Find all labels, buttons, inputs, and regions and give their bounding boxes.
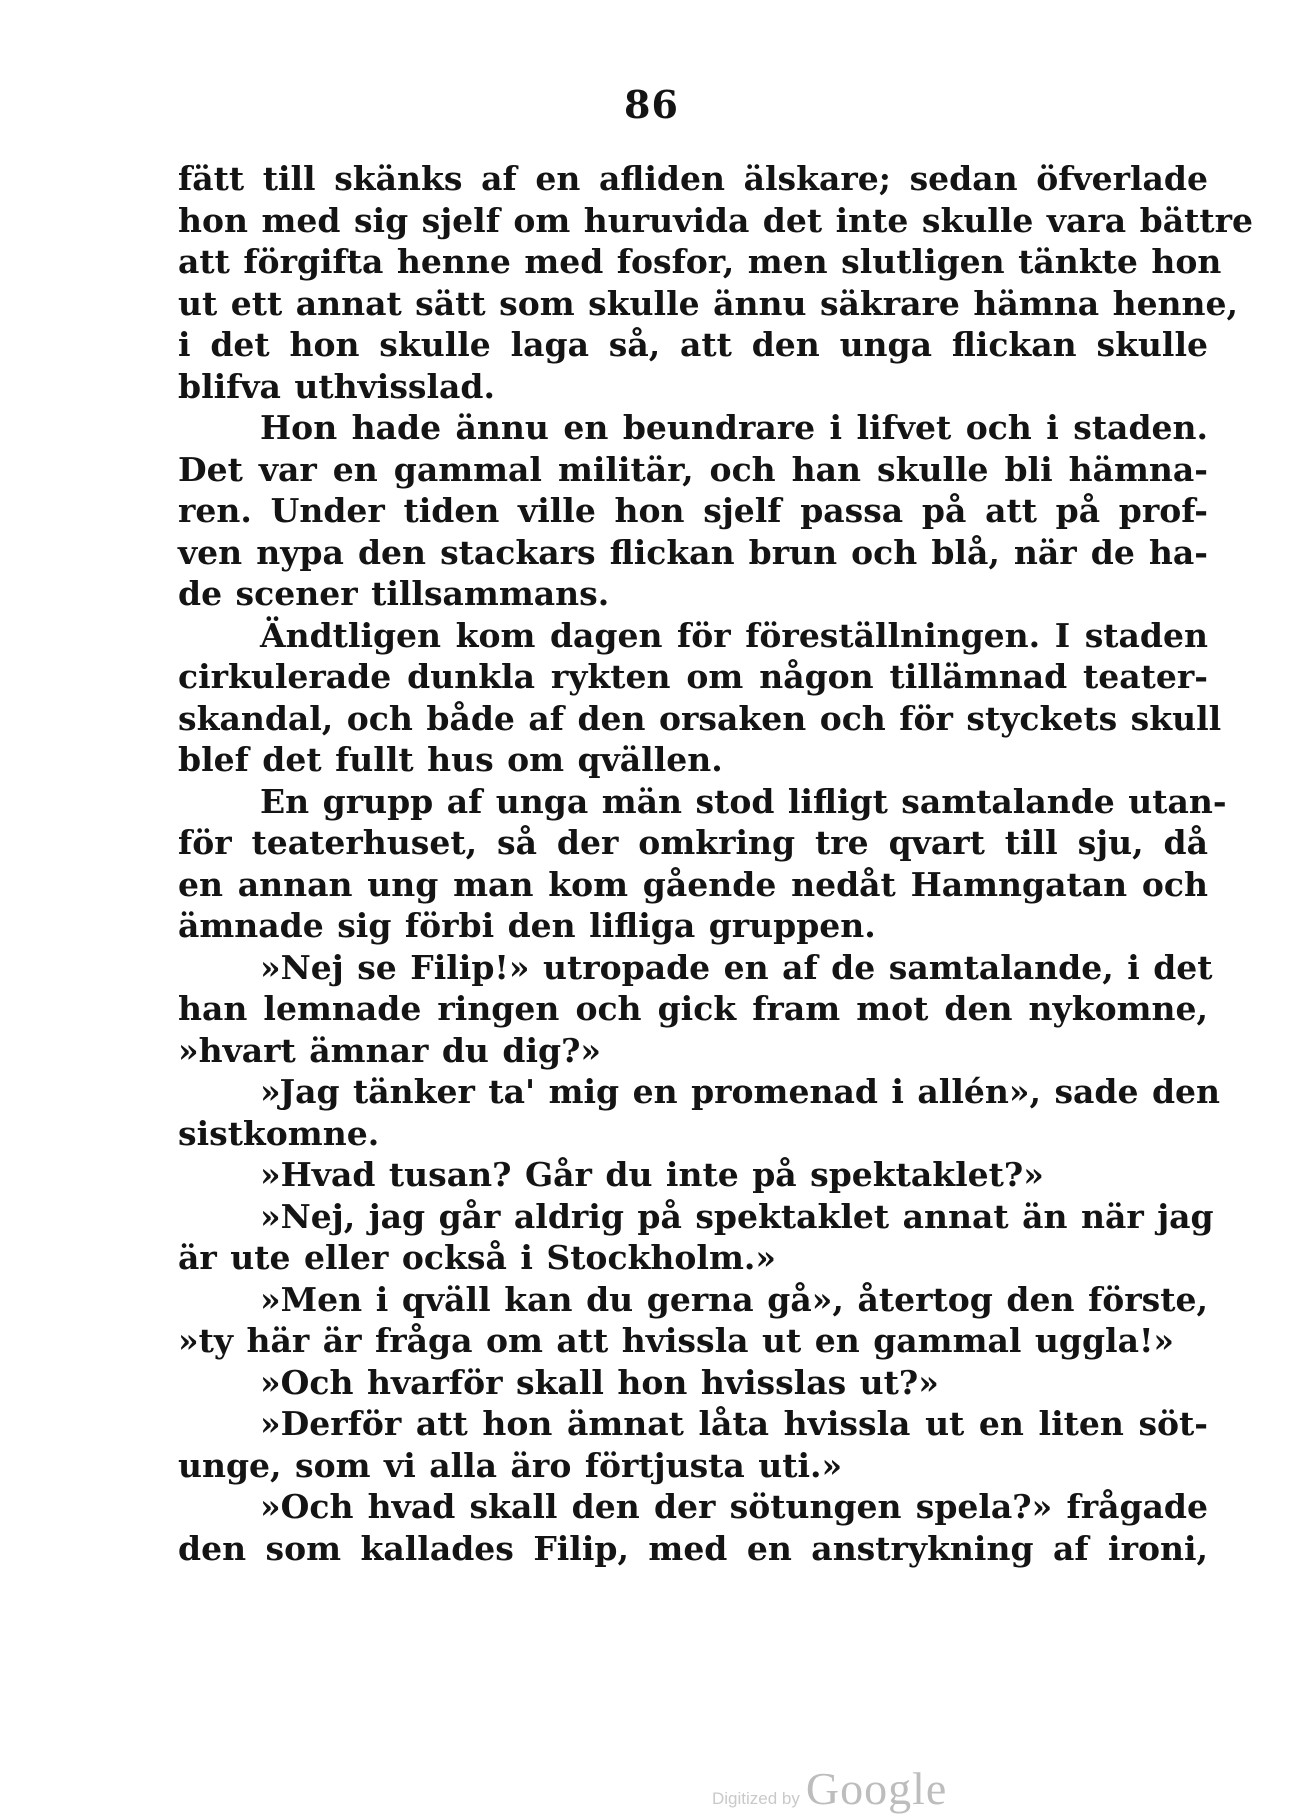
text-line: En grupp af unga män stod lifligt samtalande utan- [260,781,1227,821]
paragraph [178,1362,1208,1404]
paragraph [178,947,1213,1072]
text-line: cirkulerade dunkla rykten om någon tillämnad teater- [178,657,1208,696]
text-line: hon med sig sjelf om huruvida det inte skulle vara bättre [178,200,1254,240]
paragraph [178,158,1254,407]
text-line: de scener tillsammans. [178,574,610,613]
digitized-watermark [712,1762,947,1815]
text-line: i det hon skulle laga så, att den unga flickan skulle [178,325,1208,364]
text-line: ämnade sig förbi den lifliga gruppen. [178,906,876,945]
text-line: han lemnade ringen och gick fram mot den nykomne, [178,989,1208,1028]
paragraph [178,1196,1214,1279]
text-line: »Nej se Filip!» utropade en af de samtalande, i det [260,947,1213,987]
text-line: blifva uthvisslad. [178,366,495,406]
text-line: Det var en gammal militär, och han skulle bli hämna- [178,449,1208,489]
body-text [178,158,1254,1569]
text-line: att förgifta henne med fosfor, men slutligen tänkte hon [178,242,1222,281]
paragraph [178,1279,1208,1362]
text-line: unge, som vi alla äro förtjusta uti.» [178,1445,843,1485]
paragraph [178,1486,1208,1569]
paragraph [178,1071,1221,1154]
google-logo: Google [805,1763,948,1814]
text-line: ren. Under tiden ville hon sjelf passa på att på prof- [178,491,1208,530]
text-line: sistkomne. [178,1113,380,1153]
paragraph [178,1154,1208,1196]
text-line: en annan ung man kom gående nedåt Hamngatan och [178,864,1208,904]
text-line: »ty här är fråga om att hvissla ut en gammal uggla!» [178,1321,1175,1360]
paragraph [178,1403,1208,1486]
watermark-prefix: Digitized by [712,1789,800,1808]
text-line: för teaterhuset, så der omkring tre qvart till sju, då [178,823,1208,862]
text-line: »Och hvad skall den der sötungen spela?» frågade [260,1487,1208,1526]
paragraph [178,407,1208,615]
text-line: »Nej, jag går aldrig på spektaklet annat än när jag [260,1196,1214,1236]
text-line: Hon hade ännu en beundrare i lifvet och i staden. [260,408,1208,447]
text-line: »Hvad tusan? Går du inte på spektaklet?» [260,1155,1044,1194]
text-line: fätt till skänks af en afliden älskare; sedan öfverlade [178,159,1208,198]
text-line: ven nypa den stackars flickan brun och blå, när de ha- [178,532,1208,572]
text-line: ut ett annat sätt som skulle ännu säkrare hämna henne, [178,283,1239,323]
text-line: »hvart ämnar du dig?» [178,1030,602,1070]
text-line: blef det fullt hus om qvällen. [178,740,723,779]
text-line: Ändtligen kom dagen för föreställningen. I staden [260,615,1208,655]
text-line: »Men i qväll kan du gerna gå», återtog den förste, [260,1279,1208,1319]
text-line: »Derför att hon ämnat låta hvissla ut en liten söt- [260,1404,1208,1443]
text-line: »Och hvarför skall hon hvisslas ut?» [260,1362,939,1402]
text-line: den som kallades Filip, med en anstrykning af ironi, [178,1528,1208,1568]
text-line: är ute eller också i Stockholm.» [178,1238,776,1277]
text-line: skandal, och både af den orsaken och för styckets skull [178,698,1222,738]
paragraph [178,615,1222,781]
paragraph [178,781,1227,947]
text-line: »Jag tänker ta' mig en promenad i allén», sade den [260,1072,1221,1111]
page-number: 86 [624,82,679,127]
